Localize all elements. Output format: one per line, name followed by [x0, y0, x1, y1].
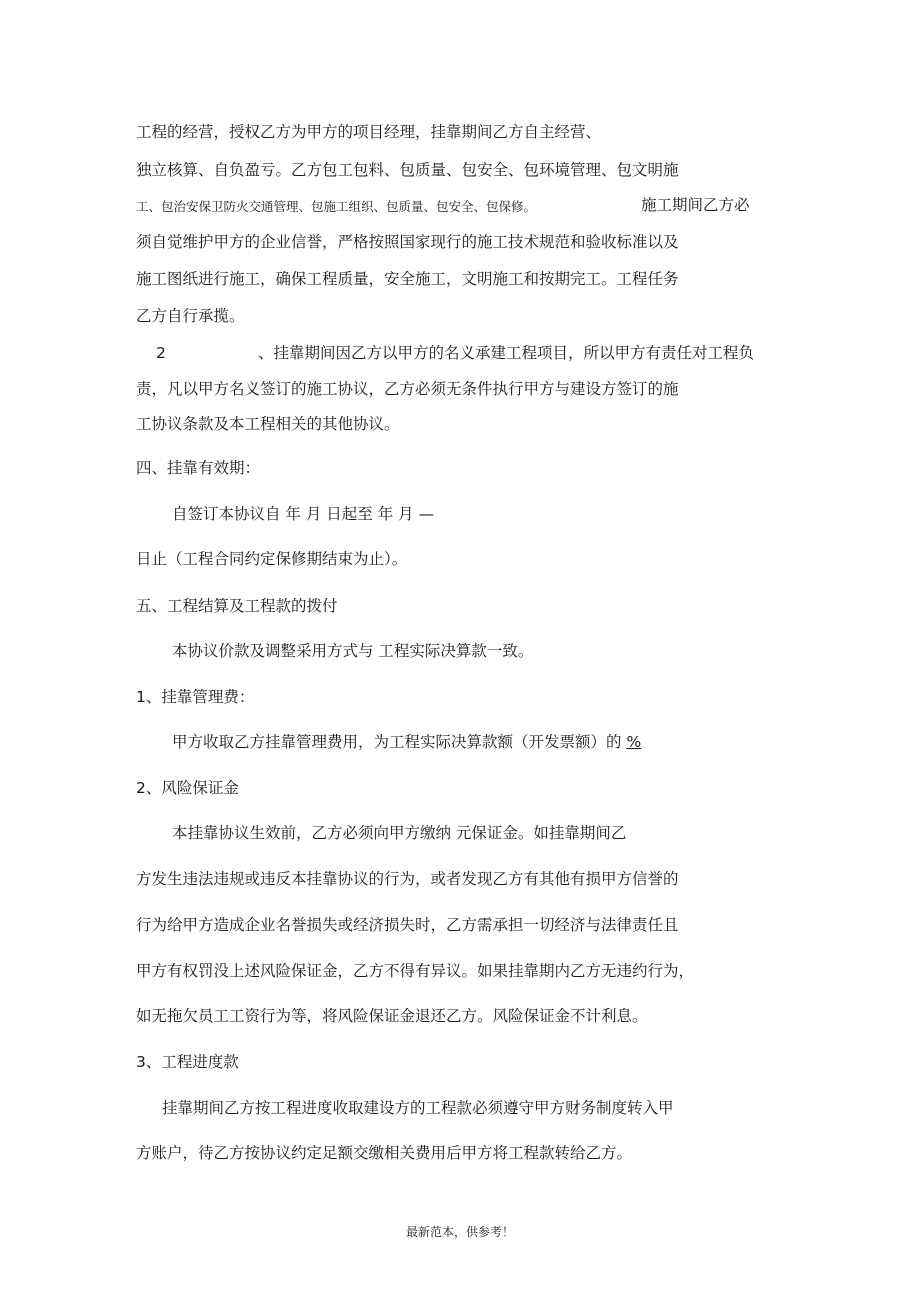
paragraph-line: 施工期间乙方必 [641, 196, 750, 214]
list-number: 2 [156, 344, 166, 362]
item1-text: 甲方收取乙方挂靠管理费用，为工程实际决算款额（开发票额）的 [172, 733, 622, 751]
paragraph-line: 方发生违法违规或违反本挂靠协议的行为，或者发现乙方有其他有损甲方信誉的 [136, 870, 679, 888]
paragraph-line: 日止（工程合同约定保修期结束为止）。 [136, 550, 408, 568]
paragraph-line [172, 732, 641, 752]
paragraph-line-small: 工、包治安保卫防火交通管理、包施工组织、包质量、包安全、包保修。 [136, 199, 537, 214]
paragraph-line: 责，凡以甲方名义签订的施工协议，乙方必须无条件执行甲方与建设方签订的施 [136, 380, 679, 398]
paragraph-line: 须自觉维护甲方的企业信誉，严格按照国家现行的施工技术规范和验收标准以及 [136, 233, 679, 251]
paragraph-line: 工程的经营，授权乙方为甲方的项目经理，挂靠期间乙方自主经营、 [136, 123, 602, 141]
percent-blank: % [626, 733, 642, 751]
paragraph-line: 甲方有权罚没上述风险保证金，乙方不得有异议。如果挂靠期内乙方无违约行为， [136, 962, 695, 980]
paragraph-line: 本协议价款及调整采用方式与 工程实际决算款一致。 [172, 642, 534, 660]
paragraph-line: 、挂靠期间因乙方以甲方的名义承建工程项目，所以甲方有责任对工程负 [258, 344, 755, 362]
paragraph-line: 工协议条款及本工程相关的其他协议。 [136, 415, 400, 433]
paragraph-line: 行为给甲方造成企业名誉损失或经济损失时，乙方需承担一切经济与法律责任且 [136, 916, 679, 934]
paragraph-line: 方账户，待乙方按协议约定足额交缴相关费用后甲方将工程款转给乙方。 [136, 1144, 633, 1162]
item-heading: 2、风险保证金 [136, 779, 239, 797]
section-heading: 四、挂靠有效期： [136, 459, 261, 477]
item-heading: 1、挂靠管理费： [136, 688, 255, 706]
item-heading: 3、工程进度款 [136, 1053, 239, 1071]
paragraph-line: 乙方自行承揽。 [136, 307, 245, 325]
paragraph-line: 独立核算、自负盈亏。乙方包工包料、包质量、包安全、包环境管理、包文明施 [136, 161, 679, 179]
paragraph-line: 本挂靠协议生效前，乙方必须向甲方缴纳 元保证金。如挂靠期间乙 [172, 824, 627, 842]
paragraph-line: 如无拖欠员工工资行为等，将风险保证金退还乙方。风险保证金不计利息。 [136, 1007, 648, 1025]
paragraph-line: 挂靠期间乙方按工程进度收取建设方的工程款必须遵守甲方财务制度转入甲 [162, 1099, 674, 1117]
paragraph-line: 施工图纸进行施工，确保工程质量，安全施工，文明施工和按期完工。工程任务 [136, 270, 679, 288]
section-heading: 五、工程结算及工程款的拨付 [136, 597, 338, 615]
page-footer: 最新范本，供参考！ [405, 1225, 514, 1239]
paragraph-line: 自签订本协议自 年 月 日起至 年 月 — [172, 505, 435, 523]
